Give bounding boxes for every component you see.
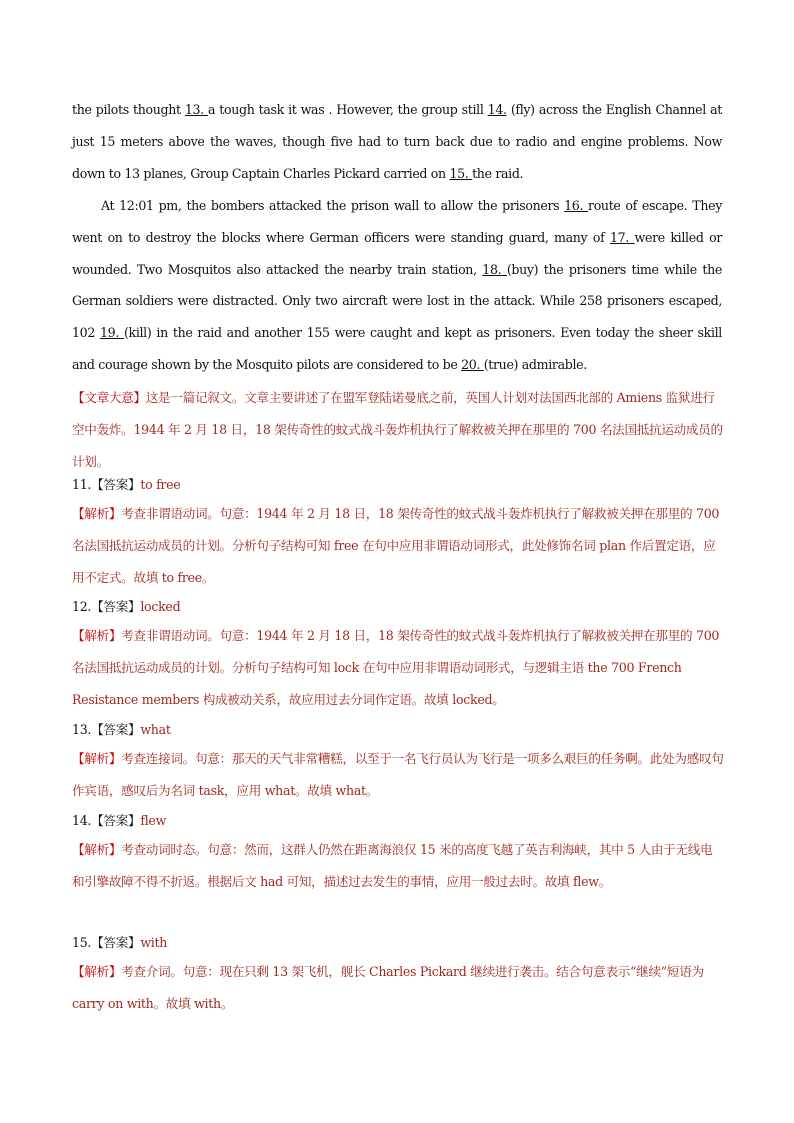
answer-number: 13. xyxy=(72,722,92,737)
blank-20: 20. xyxy=(461,356,484,372)
answer-block-11 xyxy=(72,472,724,593)
blank-16: 16. xyxy=(564,198,589,213)
passage-text: the raid. xyxy=(472,165,524,181)
summary-text: 这是一篇记叙文。文章主要讲述了在盟军登陆诺曼底之前，英国人计划对法国西北部的 Amiens 监狱进行空中轰炸。1944 年 2 月 18 日，18 架传奇性的蚊式战斗轰炸机执行了解救被关押在那里的 700 名法国抵抗运动成员的计划。 xyxy=(72,390,723,469)
blank-13: 13. xyxy=(184,102,208,117)
answer-text: what xyxy=(140,722,171,737)
analysis-label: 【解析】 xyxy=(72,964,122,979)
answer-label: 【答案】 xyxy=(91,599,141,614)
blank-14: 14. xyxy=(487,102,507,117)
answer-number: 15. xyxy=(72,935,92,950)
answer-number: 11. xyxy=(72,477,92,492)
answer-block-13 xyxy=(72,717,724,807)
passage-paragraph-1 xyxy=(72,94,722,189)
analysis-text: 考查非谓语动词。句意：1944 年 2 月 18 日，18 架传奇性的蚊式战斗轰炸机执行了解救被关押在那里的 700 名法国抵抗运动成员的计划。分析句子结构可知 free 在句中应用非谓语动词形式，此处修饰名词 plan 作后置定语，应用不定式。故填 to free。 xyxy=(72,506,720,585)
answer-block-14 xyxy=(72,808,724,898)
passage-text: (kill) in the raid and another 155 were caught and kept as prisoners. Even today the sheer skill and courage shown by the Mosquito pilots are considered to be xyxy=(72,325,722,372)
answer-label: 【答案】 xyxy=(91,813,141,828)
answer-label: 【答案】 xyxy=(91,722,141,737)
blank-18: 18. xyxy=(482,261,507,277)
analysis-text: 考查连接词。句意：那天的天气非常糟糕，以至于一名飞行员认为飞行是一项多么艰巨的任务啊。此处为感叹句作宾语，感叹后为名词 task，应用 what。故填 what。 xyxy=(72,751,724,798)
analysis-text: 考查介词。句意：现在只剩 13 架飞机，舰长 Charles Pickard 继续进行袭击。结合句意表示“继续”短语为 carry on with。故填 with。 xyxy=(72,964,704,1011)
summary-label: 【文章大意】 xyxy=(72,390,146,405)
analysis-label: 【解析】 xyxy=(72,842,122,857)
answer-block-15 xyxy=(72,930,724,1020)
analysis-text: 考查非谓语动词。句意：1944 年 2 月 18 日，18 架传奇性的蚊式战斗轰炸机执行了解救被关押在那里的 700 名法国抵抗运动成员的计划。分析句子结构可知 lock 在句中应用非谓语动词形式，与逻辑主语 the 700 French Resistance members 构成被动关系，故应用过去分词作定语。故填 locked。 xyxy=(72,628,720,707)
blank-15: 15. xyxy=(449,165,473,181)
answer-text: to free xyxy=(140,477,181,492)
answer-number: 12. xyxy=(72,599,92,614)
analysis-label: 【解析】 xyxy=(72,751,122,766)
passage-text: At 12:01 pm, the bombers attacked the prison wall to allow the prisoners xyxy=(101,198,565,213)
passage-text: were killed or wounded. Two Mosquitos also attacked the nearby train station, xyxy=(72,229,722,277)
passage-text: route of escape. They went on to destroy the blocks where German officers were standing guard, many of xyxy=(72,198,722,245)
blank-19: 19. xyxy=(100,325,124,341)
article-summary xyxy=(72,382,724,477)
passage-text: the pilots thought xyxy=(72,102,185,117)
passage-text: a tough task it was . However, the group still xyxy=(207,102,488,117)
passage-text: (fly) across the English Channel at just 15 meters above the waves, though five had to turn back due to radio and engine problems. Now down to 13 planes, Group Captain Charles Pickard carried on xyxy=(72,102,722,181)
passage-paragraph-2 xyxy=(72,190,722,381)
answer-number: 14. xyxy=(72,813,92,828)
blank-17: 17. xyxy=(609,229,635,245)
answer-text: flew xyxy=(140,813,167,828)
answer-text: locked xyxy=(140,599,181,614)
passage-text: (true) admirable. xyxy=(483,356,587,372)
answer-block-12 xyxy=(72,594,724,715)
answer-label: 【答案】 xyxy=(91,935,141,950)
answer-label: 【答案】 xyxy=(91,477,141,492)
analysis-label: 【解析】 xyxy=(72,506,122,521)
analysis-text: 考查动词时态。句意：然而，这群人仍然在距离海浪仅 15 米的高度飞越了英吉利海峡，其中 5 人由于无线电和引擎故障不得不折返。根据后文 had 可知，描述过去发生的事情，应用一般过去时。故填 flew。 xyxy=(72,842,713,889)
passage-text: (buy) the prisoners time while the German soldiers were distracted. Only two aircraft were lost in the attack. While 258 prisoners escaped, 102 xyxy=(72,261,722,341)
answer-text: with xyxy=(140,935,168,950)
analysis-label: 【解析】 xyxy=(72,628,122,643)
